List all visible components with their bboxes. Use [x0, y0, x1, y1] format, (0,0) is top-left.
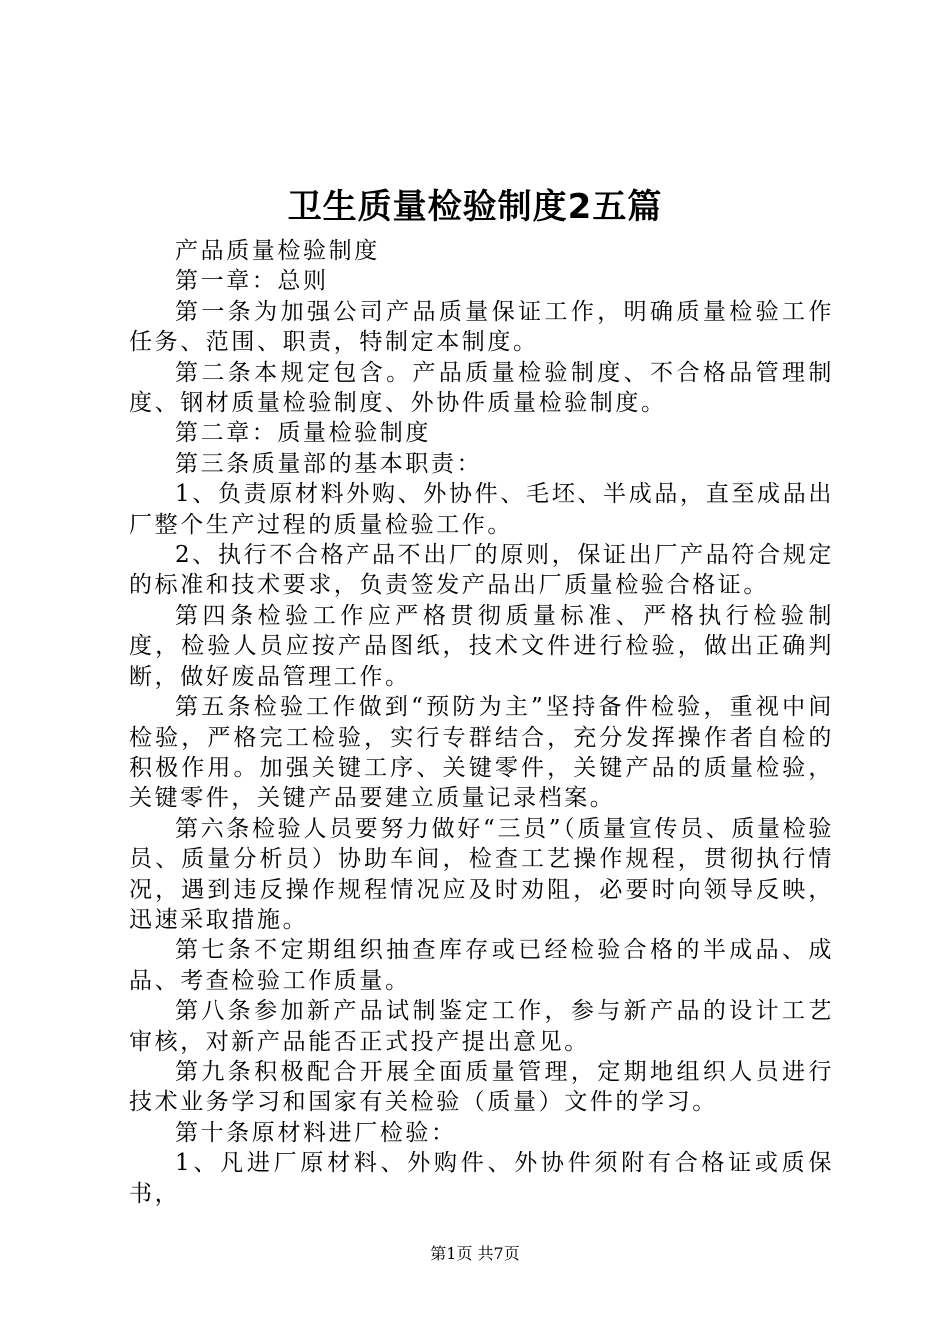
paragraph: 产品质量检验制度	[175, 238, 380, 264]
paragraph: 第二章：质量检验制度	[175, 420, 431, 447]
paragraph: 第一条为加强公司产品质量保证工作，明确质量检验工作任务、范围、职责，特制定本制度。	[129, 298, 834, 356]
document-title: 卫生质量检验制度2五篇	[287, 187, 663, 227]
paragraph: 第一章：总则	[175, 268, 329, 295]
paragraph: 第二条本规定包含。产品质量检验制度、不合格品管理制度、钢材质量检验制度、外协件质量检验制度。	[129, 359, 834, 417]
paragraph: 第七条不定期组织抽查库存或已经检验合格的半成品、成品、考查检验工作质量。	[129, 937, 834, 994]
paragraph: 第六条检验人员要努力做好“三员”（质量宣传员、质量检验员、质量分析员）协助车间，检查工艺操作规程，贯彻执行情况，遇到违反操作规程情况应及时劝阻，必要时向领导反映，迅速采取措施。	[129, 815, 834, 933]
paragraph: 第五条检验工作做到“预防为主”坚持备件检验，重视中间检验，严格完工检验，实行专群结合，充分发挥操作者自检的积极作用。加强关键工序、关键零件，关键产品的质量检验，关键零件，关键产品要建立质量记录档案。	[129, 694, 834, 812]
paragraph: 第四条检验工作应严格贯彻质量标准、严格执行检验制度，检验人员应按产品图纸，技术文件进行检验，做出正确判断，做好废品管理工作。	[129, 602, 834, 690]
paragraph: 第三条质量部的基本职责：	[175, 450, 483, 477]
paragraph: 第八条参加新产品试制鉴定工作，参与新产品的设计工艺审核，对新产品能否正式投产提出意见。	[129, 998, 834, 1055]
document-body	[129, 236, 834, 1209]
page-footer: 第1页 共7页	[430, 1244, 520, 1263]
paragraph: 1、负责原材料外购、外协件、毛坯、半成品，直至成品出厂整个生产过程的质量检验工作。	[129, 481, 834, 538]
paragraph: 第九条积极配合开展全面质量管理，定期地组织人员进行技术业务学习和国家有关检验（质量）文件的学习。	[129, 1058, 834, 1116]
paragraph: 第十条原材料进厂检验：	[175, 1119, 457, 1146]
paragraph: 1、凡进厂原材料、外购件、外协件须附有合格证或质保书，	[129, 1150, 834, 1207]
paragraph: 2、执行不合格产品不出厂的原则，保证出厂产品符合规定的标准和技术要求，负责签发产品出厂质量检验合格证。	[129, 542, 834, 599]
